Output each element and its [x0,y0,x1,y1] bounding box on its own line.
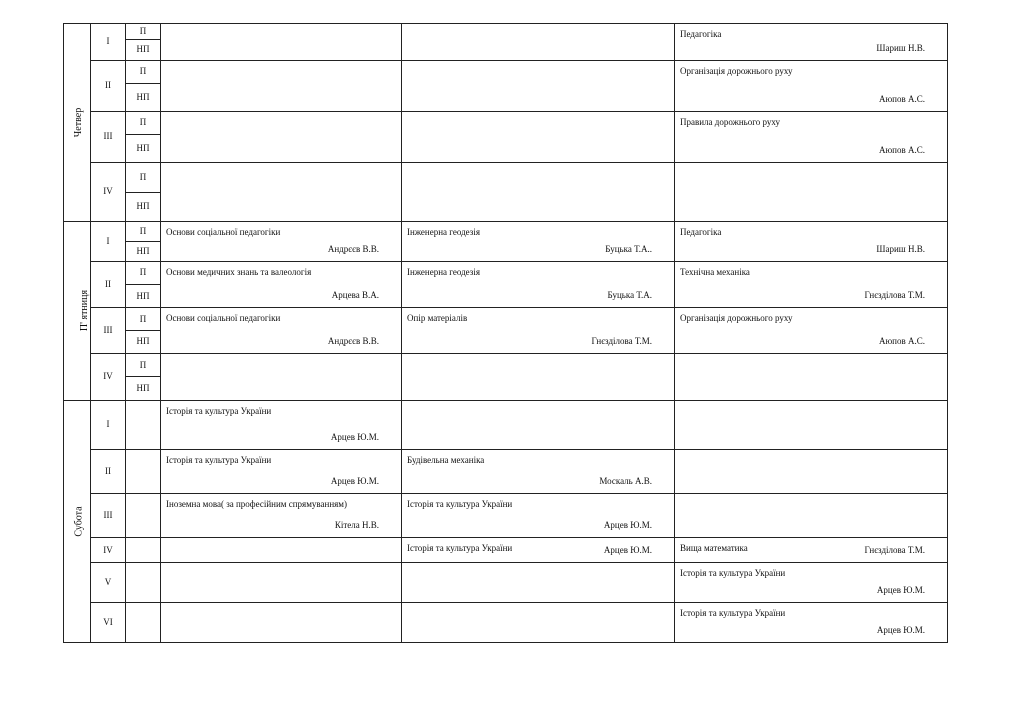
teacher-name: Шариш Н.В. [876,42,925,53]
lesson-entry [675,563,947,602]
schedule-cell [675,538,948,562]
schedule-cell [161,400,402,449]
lesson-entry [402,308,674,353]
teacher-name: Гнєзділова Т.М. [864,290,925,301]
schedule-cell [161,24,402,61]
schedule-cell [402,538,675,562]
subject-name: Історія та культура України [166,454,272,465]
lesson-number: VI [91,602,126,642]
subject-name: Інженерна геодезія [407,266,480,277]
subject-name: Опір матеріалів [407,313,468,324]
subject-name: Технічна механіка [680,266,750,277]
schedule-cell [675,24,948,61]
lesson-number: І [91,24,126,61]
day-name: Субота [73,506,85,537]
week-parity-np: НП [126,39,161,60]
teacher-name: Кітела Н.В. [334,520,379,531]
teacher-name: Аюпов А.С. [878,335,925,346]
schedule-cell [161,602,402,642]
schedule-cell [161,538,402,562]
lesson-entry [161,308,401,353]
subject-name: Основи соціальної педагогіки [166,226,281,237]
lesson-entry [161,401,401,449]
table-row [64,400,948,449]
teacher-name: Андрєєв В.В. [327,243,379,254]
schedule-cell [402,493,675,537]
schedule-cell [675,261,948,308]
teacher-name: Буцька Т.А.. [605,243,652,254]
table-row [64,162,948,192]
schedule-cell [675,60,948,111]
week-parity-np: НП [126,192,161,221]
table-row [64,24,948,40]
table-row [64,308,948,330]
lesson-entry [161,262,401,308]
schedule-cell [161,60,402,111]
schedule-cell [161,493,402,537]
lesson-entry [402,494,674,537]
teacher-name: Арцев Ю.М. [603,544,652,555]
lesson-entry [402,450,674,493]
day-label-cell [64,24,91,222]
week-parity-np: НП [126,285,161,308]
schedule-cell [161,353,402,400]
day-label-cell [64,400,91,642]
schedule-cell [161,562,402,602]
schedule-cell [675,308,948,354]
schedule-cell [675,111,948,162]
teacher-name: Арцев Ю.М. [330,431,379,442]
subject-name: Організація дорожнього руху [680,65,793,76]
day-name: Четвер [73,107,85,138]
week-parity-p: П [126,308,161,330]
subject-name: Історія та культура України [407,543,513,554]
schedule-cell [402,221,675,261]
lesson-entry [675,262,947,308]
schedule-cell [402,162,675,221]
week-parity-empty [126,538,161,562]
teacher-name: Буцька Т.А. [607,290,652,301]
week-parity-np: НП [126,241,161,261]
lesson-number: ІІІ [91,308,126,354]
schedule-cell [675,562,948,602]
subject-name: Історія та культура України [680,567,786,578]
subject-name: Історія та культура України [680,607,786,618]
subject-name: Організація дорожнього руху [680,313,793,324]
week-parity-np: НП [126,135,161,163]
schedule-cell [675,221,948,261]
teacher-name: Гнєзділова Т.М. [864,544,925,555]
week-parity-empty [126,449,161,493]
schedule-table [63,23,948,643]
schedule-cell [161,221,402,261]
schedule-cell [402,111,675,162]
day-name: П' ятниця [79,290,91,332]
schedule-cell [675,449,948,493]
lesson-number: І [91,221,126,261]
week-parity-p: П [126,60,161,83]
teacher-name: Москаль А.В. [599,475,652,486]
teacher-name: Арцев Ю.М. [330,475,379,486]
table-row [64,111,948,134]
lesson-entry [675,222,947,261]
lesson-entry [402,262,674,308]
schedule-cell [402,602,675,642]
subject-name: Історія та культура України [407,498,513,509]
teacher-name: Арцев Ю.М. [876,625,925,635]
lesson-number: ІІ [91,60,126,111]
teacher-name: Гнєзділова Т.М. [591,335,652,346]
week-parity-np: НП [126,377,161,400]
lesson-entry [161,222,401,261]
table-row [64,221,948,241]
subject-name: Вища математика [680,543,748,554]
schedule-cell [675,353,948,400]
lesson-entry [675,308,947,353]
week-parity-p: П [126,162,161,192]
schedule-cell [675,400,948,449]
lesson-entry [675,603,947,642]
lesson-entry [675,112,947,162]
table-row [64,538,948,562]
lesson-number: IV [91,162,126,221]
subject-name: Основи медичних знань та валеологія [166,266,312,277]
schedule-cell [675,162,948,221]
week-parity-np: НП [126,330,161,353]
schedule-cell [402,308,675,354]
schedule-cell [402,24,675,61]
table-row [64,562,948,602]
schedule-cell [675,493,948,537]
lesson-number: IV [91,538,126,562]
schedule-cell [402,449,675,493]
week-parity-p: П [126,353,161,376]
teacher-name: Арцев Ю.М. [876,584,925,595]
lesson-entry [675,24,947,60]
lesson-entry [675,61,947,111]
table-row [64,449,948,493]
schedule-cell [402,353,675,400]
week-parity-empty [126,493,161,537]
schedule-cell [402,562,675,602]
lesson-entry [402,222,674,261]
lesson-number: ІІІ [91,493,126,537]
schedule-cell [161,308,402,354]
schedule-cell [402,60,675,111]
teacher-name: Андрєєв В.В. [327,335,379,346]
subject-name: Педагогіка [680,29,722,39]
schedule-cell [161,449,402,493]
subject-name: Іноземна мова( за професійним спрямуванням) [166,498,347,509]
lesson-number: І [91,400,126,449]
lesson-entry [402,538,674,561]
subject-name: Основи соціальної педагогіки [166,313,281,324]
week-parity-p: П [126,221,161,241]
week-parity-empty [126,400,161,449]
week-parity-p: П [126,111,161,134]
subject-name: Будівельна механіка [407,454,485,465]
subject-name: Педагогіка [680,226,722,237]
table-row [64,602,948,642]
schedule-cell [675,602,948,642]
week-parity-np: НП [126,83,161,111]
schedule-cell [161,162,402,221]
schedule-cell [161,261,402,308]
teacher-name: Арцев Ю.М. [603,520,652,531]
schedule-cell [402,400,675,449]
week-parity-empty [126,602,161,642]
subject-name: Правила дорожнього руху [680,116,781,127]
lesson-entry [675,538,947,561]
teacher-name: Аюпов А.С. [878,144,925,155]
lesson-number: IV [91,353,126,400]
week-parity-empty [126,562,161,602]
subject-name: Інженерна геодезія [407,226,480,237]
lesson-entry [161,494,401,537]
lesson-number: ІІ [91,261,126,308]
lesson-entry [161,450,401,493]
week-parity-p: П [126,261,161,284]
table-row [64,261,948,284]
week-parity-p: П [126,24,161,40]
table-row [64,493,948,537]
lesson-number: ІІІ [91,111,126,162]
table-row [64,60,948,83]
teacher-name: Арцева В.А. [331,290,379,301]
subject-name: Історія та культура України [166,405,272,416]
teacher-name: Шариш Н.В. [876,243,925,254]
schedule-cell [161,111,402,162]
lesson-number: ІІ [91,449,126,493]
lesson-number: V [91,562,126,602]
schedule-cell [402,261,675,308]
table-row [64,353,948,376]
teacher-name: Аюпов А.С. [878,93,925,104]
day-label-cell [64,221,91,400]
